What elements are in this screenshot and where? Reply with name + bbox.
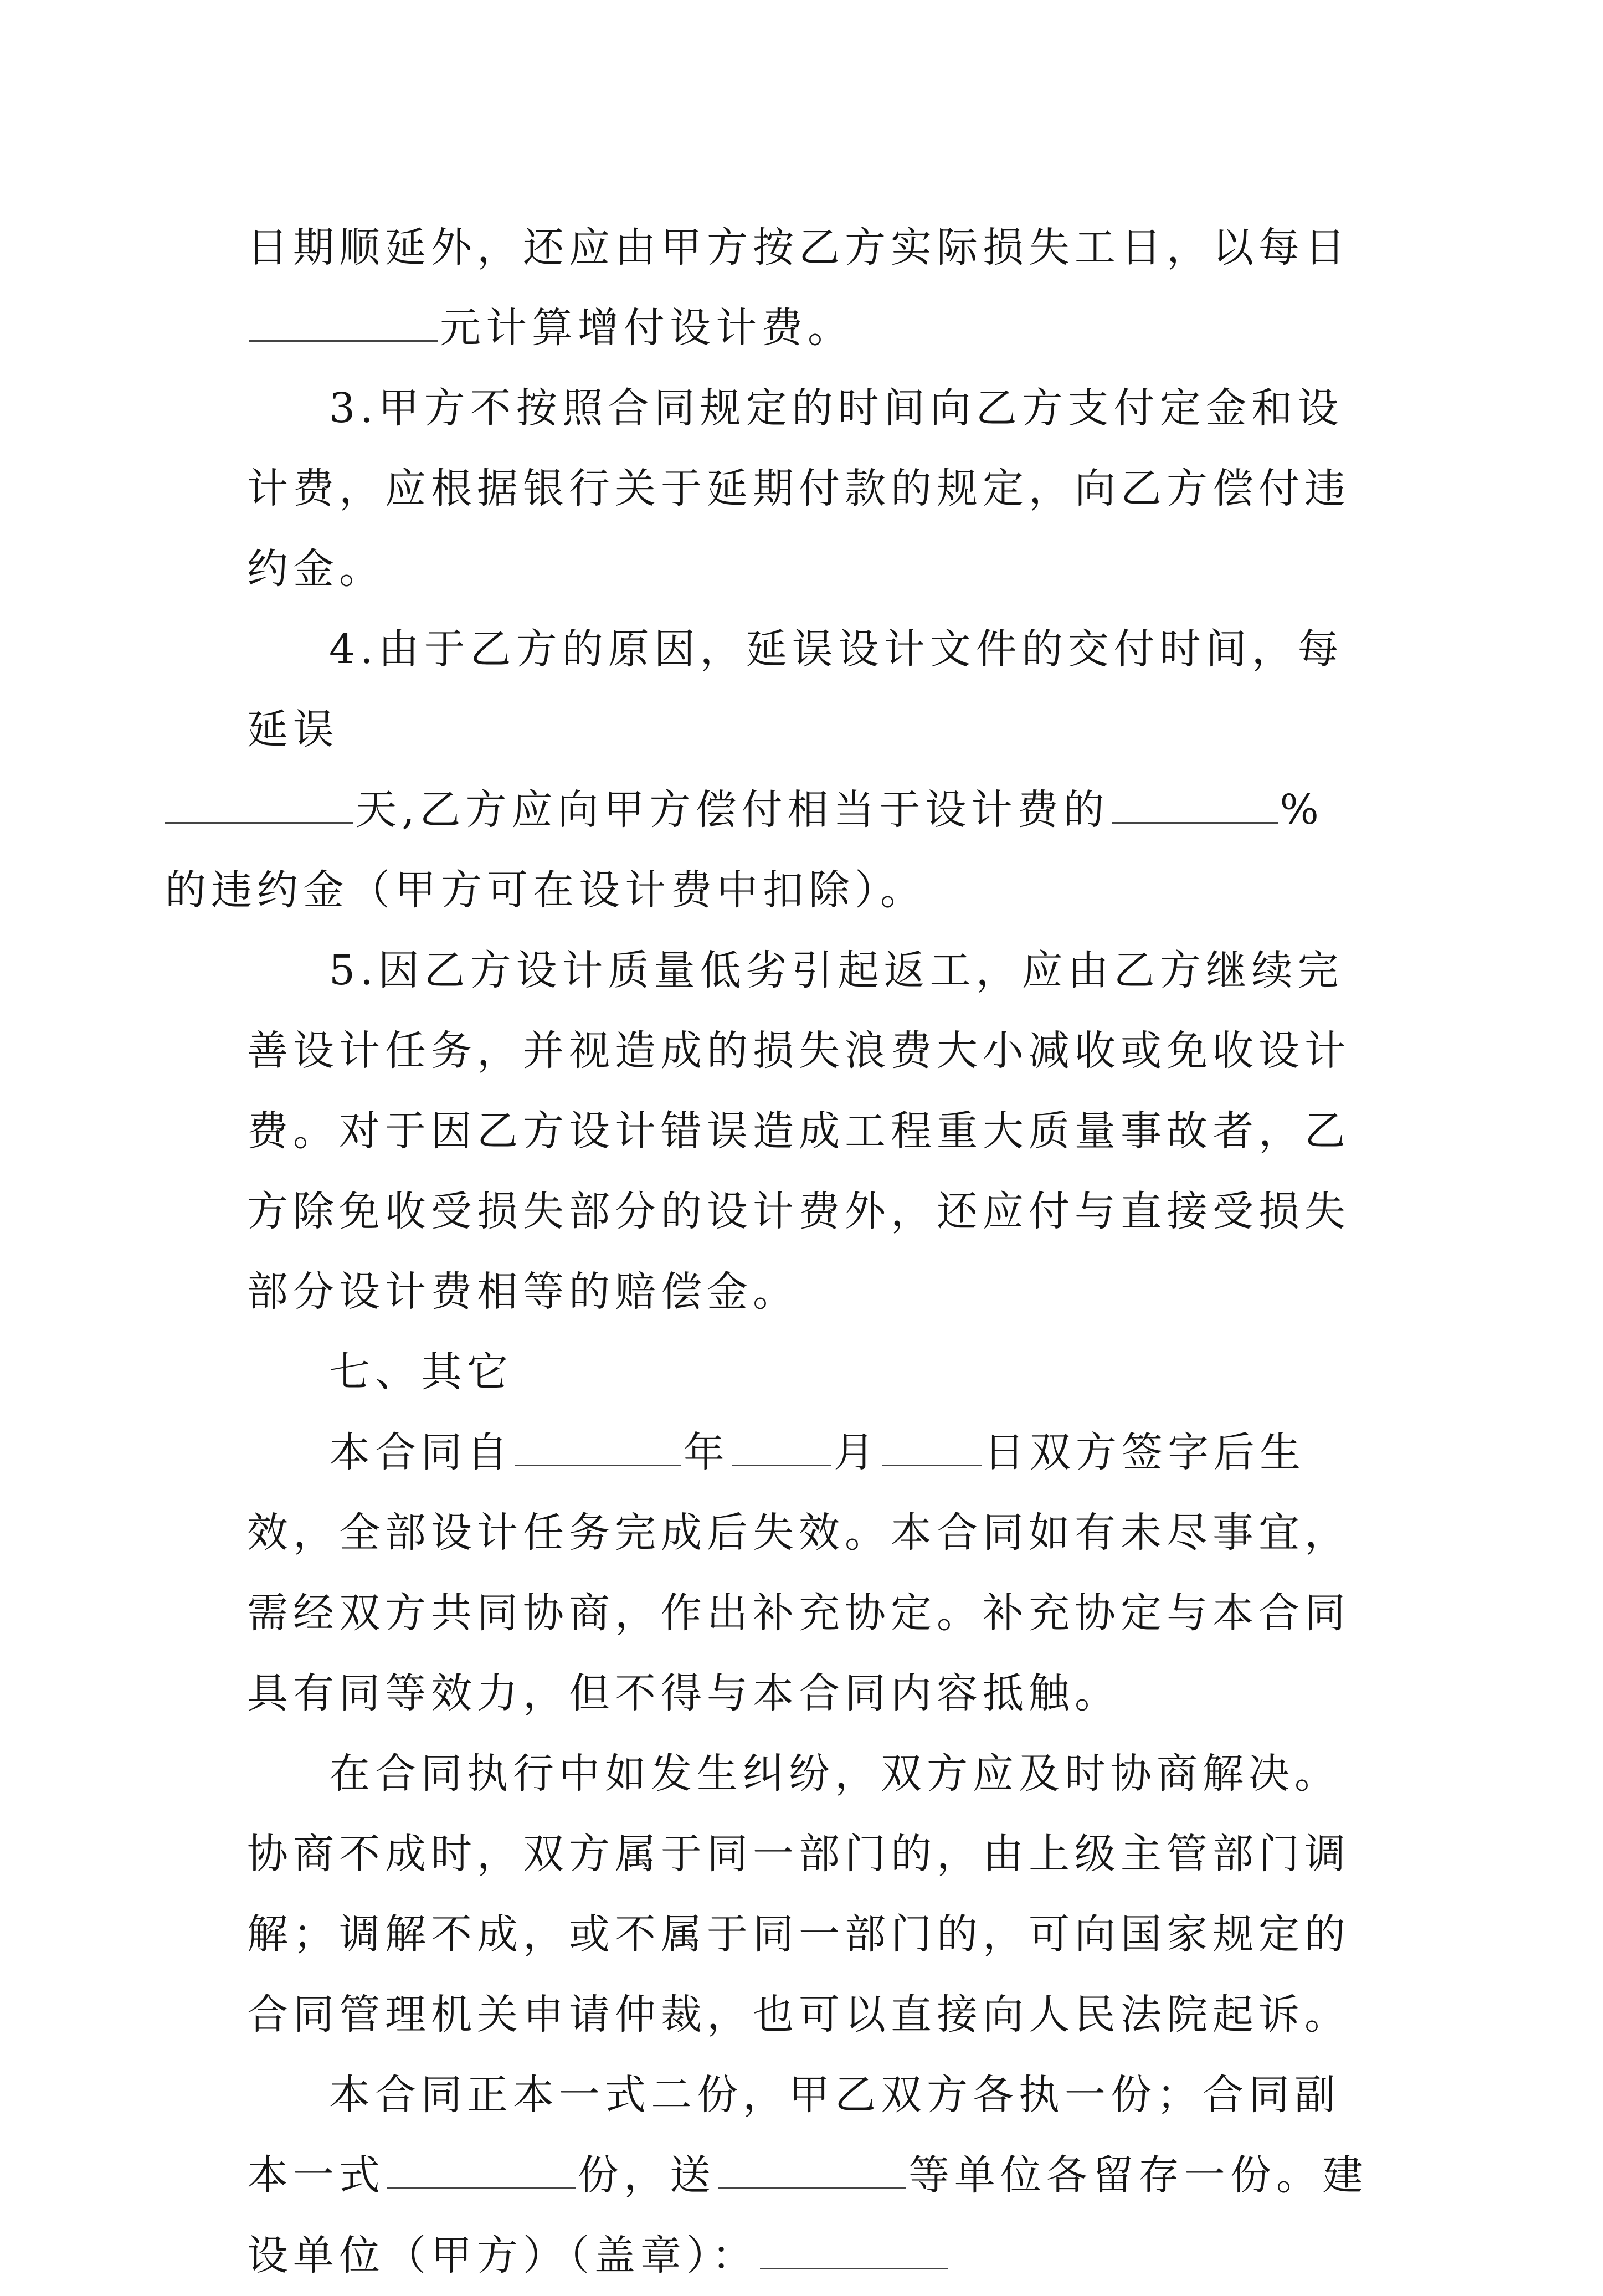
blank-year xyxy=(515,1430,681,1466)
paragraph-text: 本合同正本一式二份，甲乙双方各执一份；合同副本一式 xyxy=(247,2071,1340,2199)
paragraph-clause-4 xyxy=(165,609,1371,931)
paragraph-dispute-resolution: 在合同执行中如发生纠纷，双方应及时协商解决。协商不成时，双方属于同一部门的，由上级主管部门调解；调解不成，或不属于同一部门的，可向国家规定的合同管理机关申请仲裁，也可以直接向人民法院起诉。 xyxy=(247,1750,1350,2038)
section-heading: 七、其它 xyxy=(329,1348,513,1396)
month-label: 月 xyxy=(834,1429,880,1476)
paragraph-text: 天,乙方应向甲方偿付相当于设计费的 xyxy=(356,786,1109,834)
paragraph-copies xyxy=(247,2055,1371,2296)
paragraph-clause-5: 5.因乙方设计质量低劣引起返工，应由乙方继续完善设计任务，并视造成的损失浪费大小减收或免收设计费。对于因乙方设计错误造成工程重大质量事故者，乙方除免收受损失部分的设计费外，还应付与直接受损失部分设计费相等的赔偿金。 xyxy=(247,947,1350,1316)
blank-seal xyxy=(760,2233,948,2269)
blank-month xyxy=(732,1430,831,1466)
paragraph-delay-compensation xyxy=(247,208,1371,368)
paragraph-text: 本合同自 xyxy=(329,1429,513,1476)
paragraph-clause-3: 3.甲方不按照合同规定的时间向乙方支付定金和设计费，应根据银行关于延期付款的规定，向乙方偿付违约金。 xyxy=(247,384,1350,593)
paragraph-effective-date xyxy=(247,1412,1371,1734)
paragraph-text: 元计算增付设计费。 xyxy=(440,304,854,352)
blank-daily-amount xyxy=(249,306,438,342)
blank-day xyxy=(882,1430,982,1466)
paragraph-text: 4.由于乙方的原因，延误设计文件的交付时间，每延误 xyxy=(247,625,1344,753)
blank-copy-count xyxy=(387,2153,576,2189)
document-body xyxy=(165,208,1371,2296)
paragraph-text: 等单位各留存一份。建设单位（甲方）（盖章）： xyxy=(247,2151,1368,2279)
blank-percent xyxy=(1112,788,1278,824)
percent-sign: % xyxy=(1280,786,1324,834)
paragraph-text: 的违约金（甲方可在设计费中扣除）。 xyxy=(165,866,926,914)
paragraph-text: 日双方签字后生效，全部设计任务完成后失效。本合同如有未尽事宜，需经双方共同协商，作出补充协定。补充协定与本合同具有同等效力，但不得与本合同内容抵触。 xyxy=(247,1429,1350,1717)
paragraph-text: 日期顺延外，还应由甲方按乙方实际损失工日，以每日 xyxy=(247,224,1350,271)
year-label: 年 xyxy=(684,1429,729,1476)
paragraph-text: 份，送 xyxy=(578,2151,716,2199)
blank-recipient-units xyxy=(718,2153,906,2189)
blank-delay-days xyxy=(165,788,353,824)
